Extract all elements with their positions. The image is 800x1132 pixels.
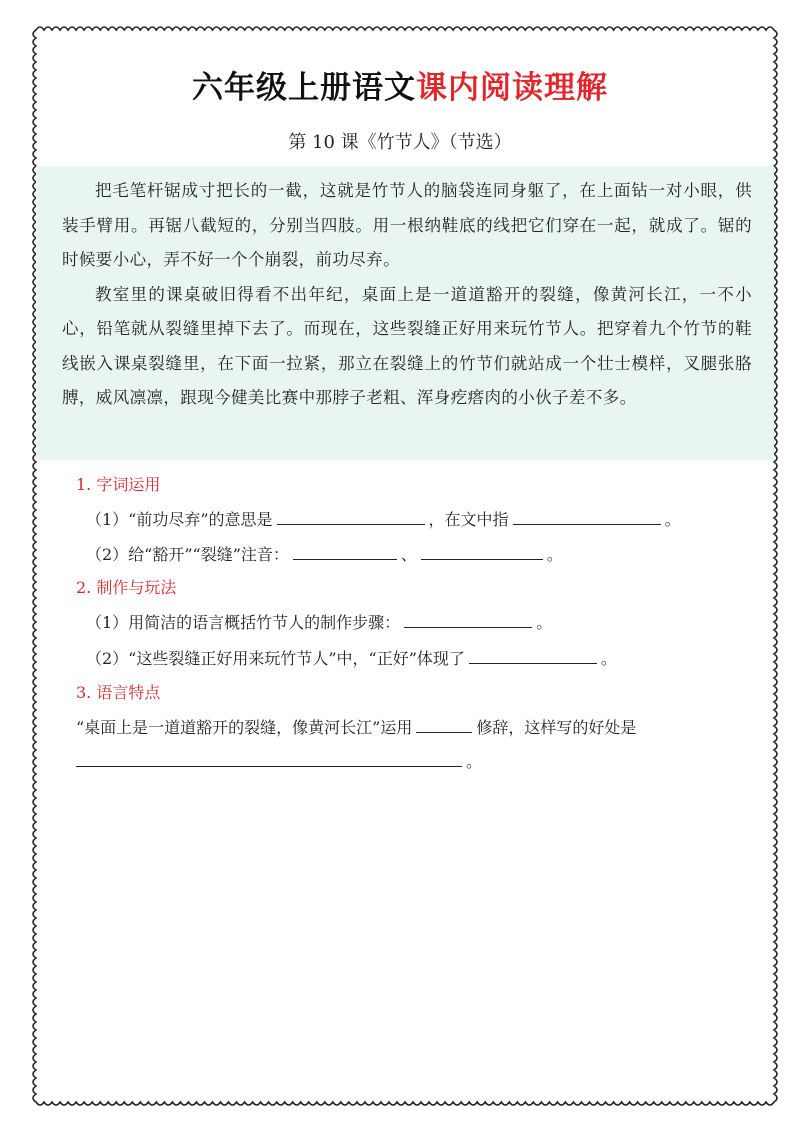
title-part-black: 六年级上册语文	[192, 70, 416, 106]
question-3-1-continued	[76, 750, 482, 773]
passage-paragraph-1: 把毛笔杆锯成寸把长的一截，这就是竹节人的脑袋连同身躯了，在上面钻一对小眼，供装手臂用。再锯八截短的，分别当四肢。用一根纳鞋底的线把它们穿在一起，就成了。锯的时候要小心，弄不好一个个崩裂，前功尽弃。	[62, 181, 752, 269]
answer-blank[interactable]	[404, 611, 532, 628]
question-text: （1）用简洁的语言概括竹节人的制作步骤：	[86, 613, 401, 632]
question-1-1	[86, 508, 681, 531]
answer-blank[interactable]	[469, 647, 597, 664]
section-1-heading: 1. 字词运用	[76, 475, 161, 494]
question-3-1	[76, 716, 636, 739]
question-2-1	[86, 611, 552, 634]
section-2-heading: 2. 制作与玩法	[76, 578, 177, 597]
question-text: 。	[536, 613, 553, 632]
question-text: 、	[400, 545, 417, 564]
answer-blank[interactable]	[76, 750, 462, 767]
answer-blank[interactable]	[416, 716, 472, 733]
answer-blank[interactable]	[513, 508, 661, 525]
reading-passage	[36, 166, 774, 460]
answer-blank[interactable]	[277, 508, 425, 525]
question-text: （2）“这些裂缝正好用来玩竹节人”中，“正好”体现了	[86, 649, 465, 668]
lesson-subtitle: 第 10 课《竹节人》（节选）	[288, 132, 512, 153]
question-2-2	[86, 647, 617, 670]
question-text: 。	[664, 510, 681, 529]
page-title	[0, 62, 800, 107]
section-3-heading: 3. 语言特点	[76, 683, 161, 702]
question-1-2	[86, 543, 563, 566]
passage-paragraph-2: 教室里的课桌破旧得看不出年纪，桌面上是一道道豁开的裂缝，像黄河长江，一不小心，铅笔就从裂缝里掉下去了。而现在，这些裂缝正好用来玩竹节人。把穿着九个竹节的鞋线嵌入课桌裂缝里，在下面一拉紧，那立在裂缝上的竹节们就站成一个壮士模样，叉腿张胳膊，威风凛凛，跟现今健美比赛中那脖子老粗、浑身疙瘩肉的小伙子差不多。	[62, 284, 752, 407]
question-text: （1）“前功尽弃”的意思是	[86, 510, 273, 529]
question-text: 。	[546, 545, 563, 564]
answer-blank[interactable]	[421, 543, 543, 560]
title-part-red: 课内阅读理解	[416, 70, 608, 106]
question-text: ，在文中指	[428, 510, 509, 529]
question-text: 。	[466, 752, 483, 771]
answer-blank[interactable]	[293, 543, 397, 560]
question-text: 修辞，这样写的好处是	[476, 718, 637, 737]
question-text: “桌面上是一道道豁开的裂缝，像黄河长江”运用	[76, 718, 413, 737]
question-text: （2）给“豁开”“裂缝”注音：	[86, 545, 289, 564]
question-text: 。	[600, 649, 617, 668]
